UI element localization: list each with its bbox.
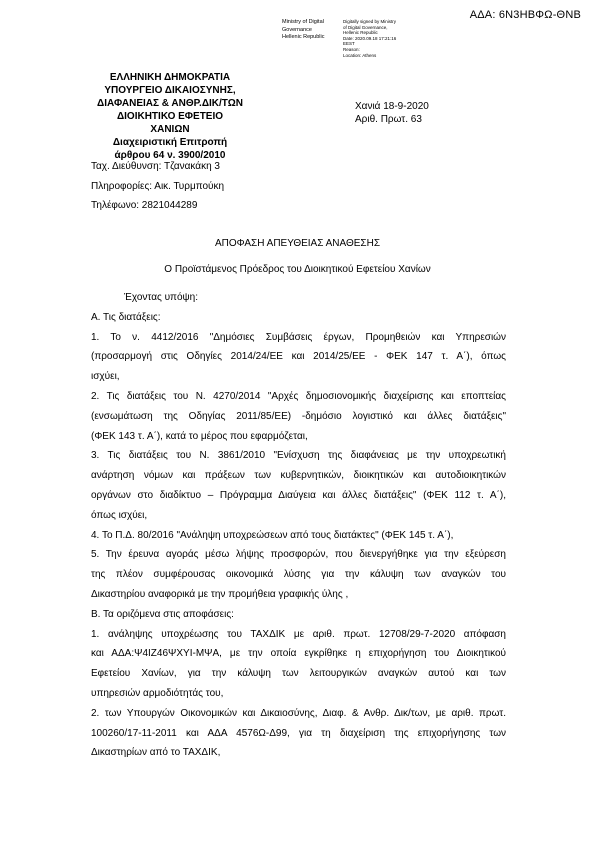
body-line: Δικαστηρίου αναφορικά με την προμήθεια γραφικής ύλης , (91, 588, 349, 600)
signature-issuer (282, 19, 342, 42)
body-line: 1. ανάληψης υποχρέωσης του ΤΑΧΔΙΚ με αριθ. πρωτ. 12708/29-7-2020 απόφαση (91, 628, 506, 640)
header-line: ΧΑΝΙΩΝ (150, 124, 190, 135)
body-line: 3. Τις διατάξεις του Ν. 3861/2010 "Ενίσχυση της διαφάνειας με την υποχρεωτική (91, 450, 506, 462)
signature-line: Governance (282, 26, 312, 33)
body-line: οργάνων στο διαδίκτυο – Πρόγραμμα Διαύγεια και άλλες διατάξεις" (ΦΕΚ 112 τ. Α΄), (91, 489, 506, 501)
header-line: ΥΠΟΥΡΓΕΙΟ ΔΙΚΑΙΟΣΥΝΗΣ, (104, 85, 236, 96)
signature-line: Hellenic Republic (343, 30, 378, 36)
section-b-items (91, 625, 506, 764)
signature-line: Date: 2020.09.18 17:21:16 (343, 35, 397, 41)
signature-line: EEST (343, 41, 355, 47)
issuer-header (88, 71, 252, 162)
body-line: ισχύει, (91, 371, 120, 383)
header-line: ΕΛΛΗΝΙΚΗ ΔΗΜΟΚΡΑΤΙΑ (109, 72, 231, 83)
body-line: Εφετείου Χανίων, για την κάλυψη των λειτουργικών αναγκών αυτού και των (91, 668, 506, 680)
document-subtitle: Ο Προϊστάμενος Πρόεδρος του Διοικητικού Εφετείου Χανίων (164, 264, 431, 275)
intro-line: Έχοντας υπόψη: (124, 292, 198, 303)
section-b-heading: Β. Τα οριζόμενα στις αποφάσεις: (91, 608, 234, 620)
document-date: Χανιά 18-9-2020 (355, 101, 429, 112)
body-line: 5. Την έρευνα αγοράς μέσω λήψης προσφορών, που διενεργήθηκε για την εξεύρεση (91, 549, 506, 561)
date-block (355, 100, 429, 126)
header-line: ΔΙΑΦΑΝΕΙΑΣ & ΑΝΘΡ.ΔΙΚ/ΤΩΝ (97, 98, 243, 109)
body-line: και ΑΔΑ:Ψ4ΙΖ46ΨΧΥΙ-ΜΨΑ, με την οποία εγκρίθηκε η επιχορήγηση του Διοικητικού (91, 648, 506, 660)
body-line: της πλέον συμφέρουσας οικονομικά λύσης για την κάλυψη των αναγκών του (91, 569, 506, 581)
body-line: ανάρτηση νόμων και πράξεων των κυβερνητικών, διοικητικών και αυτοδιοικητικών (91, 470, 506, 482)
body-line: 2. των Υπουργών Οικονομικών και Δικαιοσύνης, Διαφ. & Ανθρ. Δικ/των, με αριθ. πρωτ. (91, 707, 506, 719)
contact-phone: Τηλέφωνο: 2821044289 (91, 200, 198, 211)
ada-code: ΑΔΑ: 6Ν3ΗΒΦΩ-ΘΝΒ (469, 9, 581, 21)
signature-line: Digitally signed by Ministry (343, 19, 397, 24)
body-line: 4. Το Π.Δ. 80/2016 "Ανάληψη υποχρεώσεων από τους διατάκτες" (ΦΕΚ 145 τ. Α΄), (91, 529, 454, 541)
body-line: Δικαστηρίων από το ΤΑΧΔΙΚ, (91, 747, 221, 759)
header-line: άρθρου 64 ν. 3900/2010 (114, 150, 226, 161)
body-line: (ενσωμάτωση της Οδηγίας 2011/85/ΕΕ) -δημόσιο λογιστικό και άλλες διατάξεις" (91, 410, 506, 422)
signature-line: of Digital Governance, (343, 24, 388, 30)
body-line: 1. Το ν. 4412/2016 "Δημόσιες Συμβάσεις έργων, Προμηθειών και Υπηρεσιών (91, 331, 506, 343)
body-line: (προσαρμογή στις Οδηγίες 2014/24/ΕΕ και 2014/25/ΕΕ - ΦΕΚ 147 τ. Α΄), όπως (91, 351, 506, 363)
contact-info: Πληροφορίες: Αικ. Τυρμπούκη (91, 181, 225, 192)
signature-details (343, 19, 403, 58)
body-line: 100260/17-11-2011 και ΑΔΑ 4576Ω-Δ99, για τη διαχείριση της επιχορήγησης των (91, 727, 506, 739)
body-line: όπως ισχύει, (91, 509, 148, 521)
protocol-number: Αριθ. Πρωτ. 63 (355, 114, 422, 125)
document-body (91, 288, 506, 763)
signature-line: Ministry of Digital (282, 19, 324, 25)
signature-line: Reason: (343, 46, 360, 52)
body-line: υπηρεσιών αρμοδιότητάς του, (91, 687, 224, 699)
section-a-items (91, 328, 506, 605)
section-a-heading: Α. Τις διατάξεις: (91, 311, 161, 323)
document-title: ΑΠΟΦΑΣΗ ΑΠΕΥΘΕΙΑΣ ΑΝΑΘΕΣΗΣ (214, 238, 381, 249)
header-line: ΔΙΟΙΚΗΤΙΚΟ ΕΦΕΤΕΙΟ (116, 111, 224, 122)
signature-line: Hellenic Republic (282, 34, 325, 40)
header-line: Διαχειριστική Επιτροπή (112, 137, 228, 148)
body-line: 2. Τις διατάξεις του Ν. 4270/2014 "Αρχές δημοσιονομικής διαχείρισης και εποπτείας (91, 390, 506, 402)
signature-line: Location: Athens (343, 52, 377, 58)
body-line: (ΦΕΚ 143 τ. Α΄), κατά το μέρος που εφαρμόζεται, (91, 430, 308, 442)
contact-address: Ταχ. Διεύθυνση: Τζανακάκη 3 (91, 161, 220, 172)
